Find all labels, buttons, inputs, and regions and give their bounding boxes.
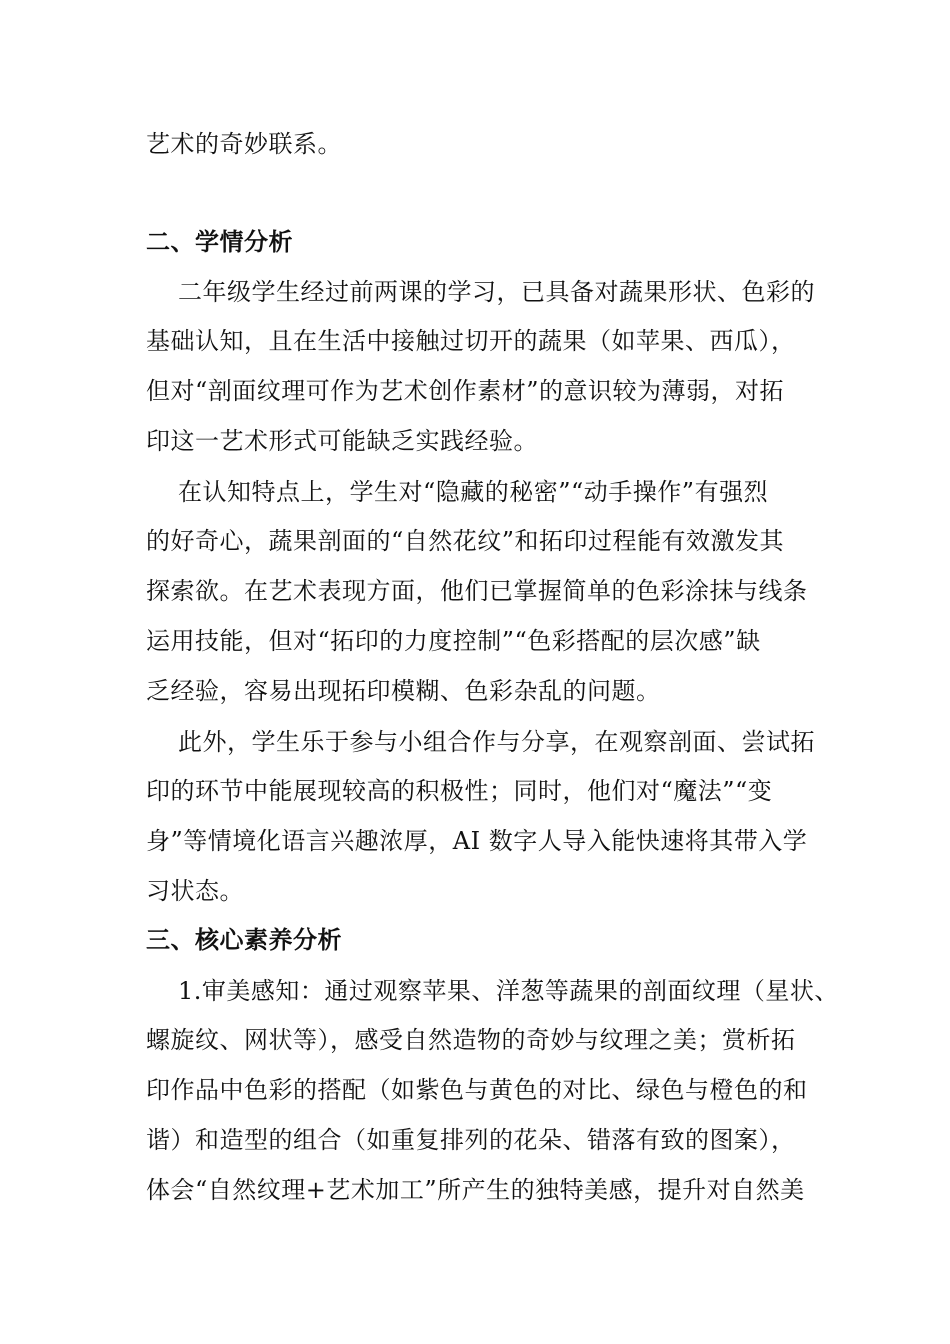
paragraph-line: 印这一艺术形式可能缺乏实践经验。 <box>146 427 538 455</box>
paragraph-line: 运用技能，但对“拓印的力度控制”“色彩搭配的层次感”缺 <box>146 627 761 655</box>
paragraph-line: 乏经验，容易出现拓印模糊、色彩杂乱的问题。 <box>146 677 661 705</box>
paragraph-line: 基础认知，且在生活中接触过切开的蔬果（如苹果、西瓜）， <box>146 327 796 355</box>
paragraph-line: 1.审美感知：通过观察苹果、洋葱等蔬果的剖面纹理（星状、 <box>178 977 839 1005</box>
paragraph-line: 习状态。 <box>146 877 244 905</box>
paragraph-line: 身”等情境化语言兴趣浓厚，AI 数字人导入能快速将其带入学 <box>146 827 808 855</box>
paragraph-line: 的好奇心，蔬果剖面的“自然花纹”和拓印过程能有效激发其 <box>146 527 785 555</box>
paragraph-line: 在认知特点上，学生对“隐藏的秘密”“动手操作”有强烈 <box>178 478 769 506</box>
paragraph-line: 印作品中色彩的搭配（如紫色与黄色的对比、绿色与橙色的和 <box>146 1076 808 1104</box>
paragraph-line: 螺旋纹、网状等），感受自然造物的奇妙与纹理之美；赏析拓 <box>146 1026 796 1054</box>
paragraph-line: 体会“自然纹理+艺术加工”所产生的独特美感，提升对自然美 <box>146 1176 805 1204</box>
paragraph-line: 谐）和造型的组合（如重复排列的花朵、错落有致的图案）， <box>146 1126 796 1154</box>
section-heading-core-literacy: 三、核心素养分析 <box>146 926 342 954</box>
paragraph-line: 探索欲。在艺术表现方面，他们已掌握简单的色彩涂抹与线条 <box>146 577 808 605</box>
paragraph-line: 但对“剖面纹理可作为艺术创作素材”的意识较为薄弱，对拓 <box>146 377 785 405</box>
paragraph-line: 艺术的奇妙联系。 <box>146 130 342 158</box>
paragraph-line: 二年级学生经过前两课的学习，已具备对蔬果形状、色彩的 <box>178 278 815 306</box>
paragraph-line: 此外，学生乐于参与小组合作与分享，在观察剖面、尝试拓 <box>178 728 815 756</box>
paragraph-line: 印的环节中能展现较高的积极性；同时，他们对“魔法”“变 <box>146 777 773 805</box>
section-heading-learning-analysis: 二、学情分析 <box>146 228 293 256</box>
